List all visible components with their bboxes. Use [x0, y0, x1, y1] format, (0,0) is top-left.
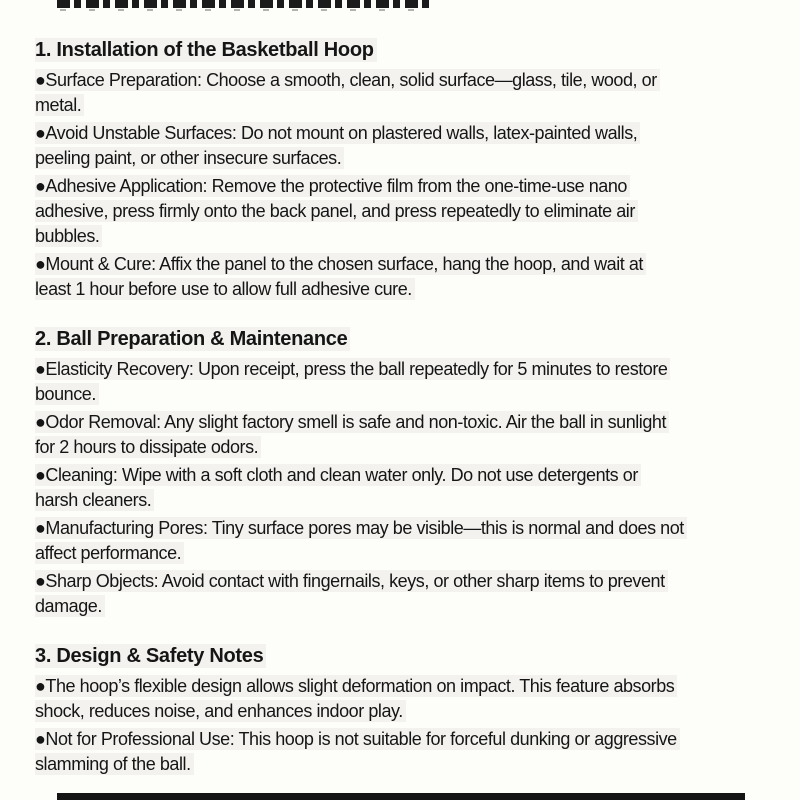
bullet-line: peeling paint, or other insecure surfaces. [35, 146, 775, 171]
bullet-line: slamming of the ball. [35, 752, 775, 777]
bullet-line: harsh cleaners. [35, 488, 775, 513]
clipped-text-strip-top [57, 0, 431, 8]
bullet-line: least 1 hour before use to allow full adhesive cure. [35, 277, 775, 302]
bullet-line: ●Cleaning: Wipe with a soft cloth and clean water only. Do not use detergents or [35, 463, 775, 488]
bullet-line: ●Mount & Cure: Affix the panel to the chosen surface, hang the hoop, and wait at [35, 252, 775, 277]
bullet-flexible-design [35, 674, 775, 724]
bullet-odor-removal [35, 410, 775, 460]
bullet-line: bubbles. [35, 224, 775, 249]
bullet-line: ●The hoop’s flexible design allows slight deformation on impact. This feature absorbs [35, 674, 775, 699]
bullet-line: ●Odor Removal: Any slight factory smell is safe and non-toxic. Air the ball in sunlight [35, 410, 775, 435]
section-design-safety [35, 643, 775, 777]
bullet-line: ●Avoid Unstable Surfaces: Do not mount on plastered walls, latex-painted walls, [35, 121, 775, 146]
bullet-line: adhesive, press firmly onto the back panel, and press repeatedly to eliminate air [35, 199, 775, 224]
bullet-line: shock, reduces noise, and enhances indoor play. [35, 699, 775, 724]
bullet-line: ●Not for Professional Use: This hoop is not suitable for forceful dunking or aggressive [35, 727, 775, 752]
bullet-line: damage. [35, 594, 775, 619]
bullet-elasticity-recovery [35, 357, 775, 407]
section-ball-maintenance [35, 326, 775, 619]
bullet-manufacturing-pores [35, 516, 775, 566]
bullet-surface-preparation [35, 68, 775, 118]
bullet-line: ●Manufacturing Pores: Tiny surface pores may be visible—this is normal and does not [35, 516, 775, 541]
bullet-line: ●Elasticity Recovery: Upon receipt, press the ball repeatedly for 5 minutes to restore [35, 357, 775, 382]
bullet-cleaning [35, 463, 775, 513]
section-2-heading: 2. Ball Preparation & Maintenance [35, 326, 775, 352]
bullet-sharp-objects [35, 569, 775, 619]
bullet-adhesive-application [35, 174, 775, 249]
black-bar-bottom [57, 793, 745, 800]
bullet-line: metal. [35, 93, 775, 118]
clipped-text-strip-top-faint [60, 9, 428, 11]
bullet-line: ●Surface Preparation: Choose a smooth, clean, solid surface—glass, tile, wood, or [35, 68, 775, 93]
bullet-not-for-professional-use [35, 727, 775, 777]
bullet-line: ●Sharp Objects: Avoid contact with fingernails, keys, or other sharp items to prevent [35, 569, 775, 594]
bullet-mount-and-cure [35, 252, 775, 302]
bullet-line: bounce. [35, 382, 775, 407]
section-installation [35, 37, 775, 302]
instruction-text [35, 37, 775, 780]
section-1-heading: 1. Installation of the Basketball Hoop [35, 37, 775, 63]
bullet-line: affect performance. [35, 541, 775, 566]
bullet-avoid-unstable-surfaces [35, 121, 775, 171]
section-3-heading: 3. Design & Safety Notes [35, 643, 775, 669]
bullet-line: ●Adhesive Application: Remove the protective film from the one-time-use nano [35, 174, 775, 199]
bullet-line: for 2 hours to dissipate odors. [35, 435, 775, 460]
